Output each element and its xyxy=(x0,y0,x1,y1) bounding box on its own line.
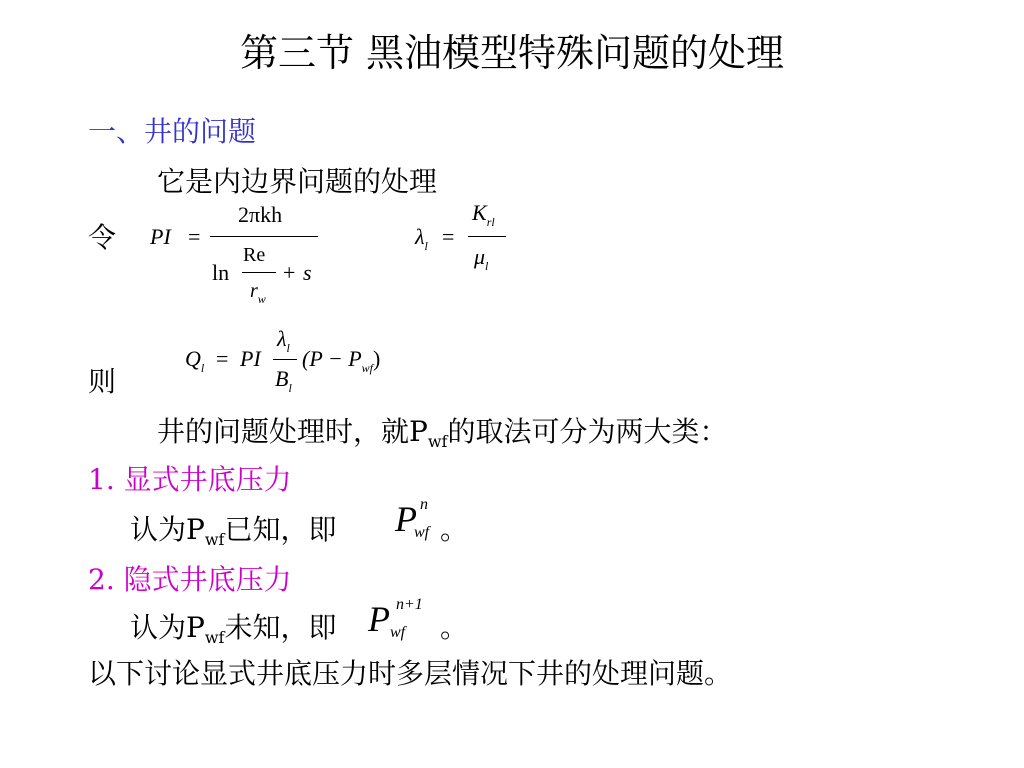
pi-inner-fraction-bar xyxy=(242,272,276,273)
pi-numerator: 2πkh xyxy=(238,202,283,227)
lambda-fraction-bar xyxy=(468,236,506,237)
section-heading: 一、井的问题 xyxy=(88,115,257,148)
then-label: 则 xyxy=(88,365,117,398)
lambda-equals: = xyxy=(442,224,455,249)
lambda-denominator: $\mu_l$ xyxy=(474,244,489,273)
pi-rw: $r_w$ xyxy=(250,280,266,306)
item1-subscript: wf xyxy=(414,524,430,541)
item2-symbol: P xyxy=(368,599,390,639)
q-paren: $(P - P_{wf})$ xyxy=(302,346,381,375)
intro-text: 它是内边界问题的处理 xyxy=(157,165,438,198)
pi-ln: ln xyxy=(212,260,230,285)
q-equals: = xyxy=(216,346,229,371)
item1-superscript: n xyxy=(420,496,428,513)
q-frac-den: $B_l$ xyxy=(275,366,292,395)
item2-period: 。 xyxy=(440,611,469,644)
lambda-lhs: $\lambda_l$ xyxy=(415,224,428,253)
pi-equals: = xyxy=(188,224,201,249)
page-title: 第三节 黑油模型特殊问题的处理 xyxy=(239,31,785,75)
let-label: 令 xyxy=(88,221,117,254)
item1-heading: 1. 显式井底压力 xyxy=(88,463,292,496)
conclusion-text: 以下讨论显式井底压力时多层情况下井的处理问题。 xyxy=(88,657,733,690)
q-fraction-bar xyxy=(273,359,297,360)
lambda-numerator: $K_{rl}$ xyxy=(472,200,495,229)
q-lhs: $Q_l$ xyxy=(185,346,205,375)
pi-re: Re xyxy=(243,244,266,266)
item2-text: 认为$P_{wf}$未知，即 xyxy=(130,611,337,647)
q-pi: PI xyxy=(240,346,261,371)
q-frac-num: $\lambda_l$ xyxy=(277,326,290,355)
pi-lhs: PI xyxy=(150,224,171,249)
item2-subscript: wf xyxy=(390,624,406,641)
item1-text: 认为$P_{wf}$已知，即 xyxy=(130,513,337,549)
item1-symbol: P xyxy=(395,499,417,539)
pi-plus: + xyxy=(283,260,296,285)
pi-fraction-bar xyxy=(210,236,318,237)
item1-period: 。 xyxy=(440,513,469,546)
item2-superscript: n+1 xyxy=(396,596,423,613)
pi-s: s xyxy=(303,260,312,285)
pwf-intro-line: 井的问题处理时，就$P_{wf}$的取法可分为两大类： xyxy=(157,415,728,451)
item2-heading: 2. 隐式井底压力 xyxy=(88,563,292,596)
